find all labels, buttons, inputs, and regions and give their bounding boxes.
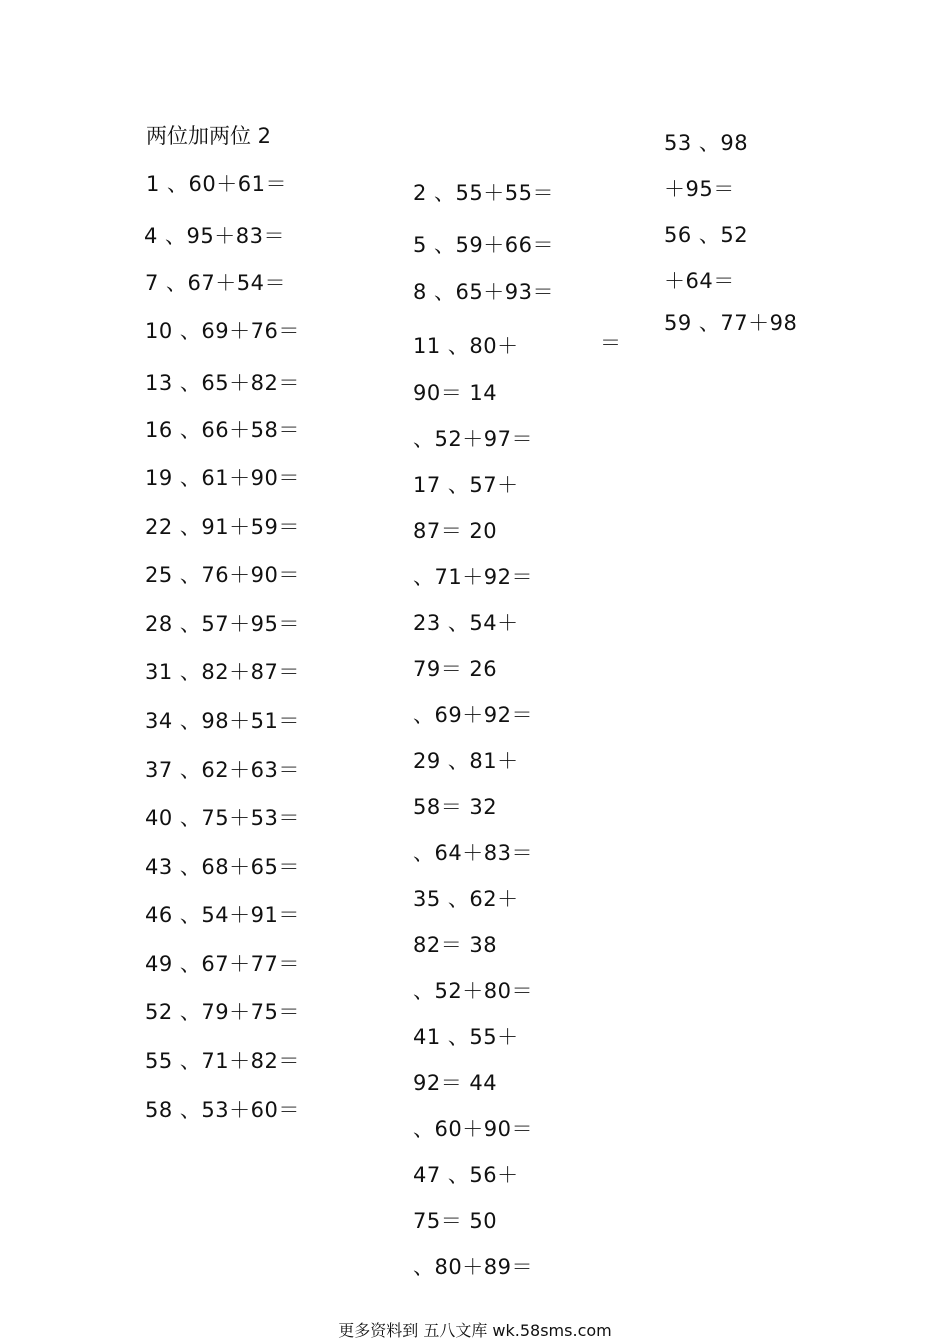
problem-line: 58 、53＋60＝	[145, 1098, 300, 1122]
problem-line: 31 、82＋87＝	[145, 660, 300, 684]
problem-line: 75＝ 50	[413, 1209, 498, 1233]
problem-line: 、52＋80＝	[413, 979, 533, 1003]
problem-line: 82＝ 38	[413, 933, 498, 957]
problem-line: 79＝ 26	[413, 657, 498, 681]
problem-line: 25 、76＋90＝	[145, 563, 300, 587]
problem-line: 90＝ 14	[413, 381, 498, 405]
problem-line: ＋64＝	[664, 269, 735, 293]
problem-line: 11 、80＋	[413, 334, 519, 358]
problem-line: 1 、60＋61＝	[146, 172, 287, 196]
problem-line: 28 、57＋95＝	[145, 612, 300, 636]
problem-line: 46 、54＋91＝	[145, 903, 300, 927]
problem-line: 17 、57＋	[413, 473, 519, 497]
stray-equals-sign: ＝	[600, 331, 622, 355]
problem-line: 56 、52	[664, 223, 749, 247]
problem-line: 41 、55＋	[413, 1025, 519, 1049]
problem-line: 55 、71＋82＝	[145, 1049, 300, 1073]
problem-line: 8 、65＋93＝	[413, 280, 554, 304]
problem-line: 7 、67＋54＝	[145, 271, 286, 295]
problem-line: 2 、55＋55＝	[413, 181, 554, 205]
problem-line: 92＝ 44	[413, 1071, 498, 1095]
problem-line: 13 、65＋82＝	[145, 371, 300, 395]
problem-line: ＋95＝	[664, 177, 735, 201]
problem-line: 、52＋97＝	[413, 427, 533, 451]
problem-line: 37 、62＋63＝	[145, 758, 300, 782]
problem-line: 59 、77＋98	[664, 311, 798, 335]
problem-line: 23 、54＋	[413, 611, 519, 635]
problem-line: 10 、69＋76＝	[145, 319, 300, 343]
problem-line: 87＝ 20	[413, 519, 498, 543]
problem-line: 19 、61＋90＝	[145, 466, 300, 490]
problem-line: 53 、98	[664, 131, 749, 155]
problem-line: 22 、91＋59＝	[145, 515, 300, 539]
problem-line: 49 、67＋77＝	[145, 952, 300, 976]
problem-line: 、69＋92＝	[413, 703, 533, 727]
problem-line: 、64＋83＝	[413, 841, 533, 865]
problem-line: 43 、68＋65＝	[145, 855, 300, 879]
problem-line: 35 、62＋	[413, 887, 519, 911]
problem-line: 40 、75＋53＝	[145, 806, 300, 830]
problem-line: 47 、56＋	[413, 1163, 519, 1187]
page-title: 两位加两位 2	[146, 124, 272, 148]
problem-line: 、71＋92＝	[413, 565, 533, 589]
problem-line: 58＝ 32	[413, 795, 498, 819]
problem-line: 、60＋90＝	[413, 1117, 533, 1141]
problem-line: 34 、98＋51＝	[145, 709, 300, 733]
problem-line: 52 、79＋75＝	[145, 1000, 300, 1024]
problem-line: 29 、81＋	[413, 749, 519, 773]
footer-watermark: 更多资料到 五八文库 wk.58sms.com	[338, 1321, 612, 1340]
problem-line: 16 、66＋58＝	[145, 418, 300, 442]
problem-line: 5 、59＋66＝	[413, 233, 554, 257]
problem-line: 4 、95＋83＝	[144, 224, 285, 248]
problem-line: 、80＋89＝	[413, 1255, 533, 1279]
